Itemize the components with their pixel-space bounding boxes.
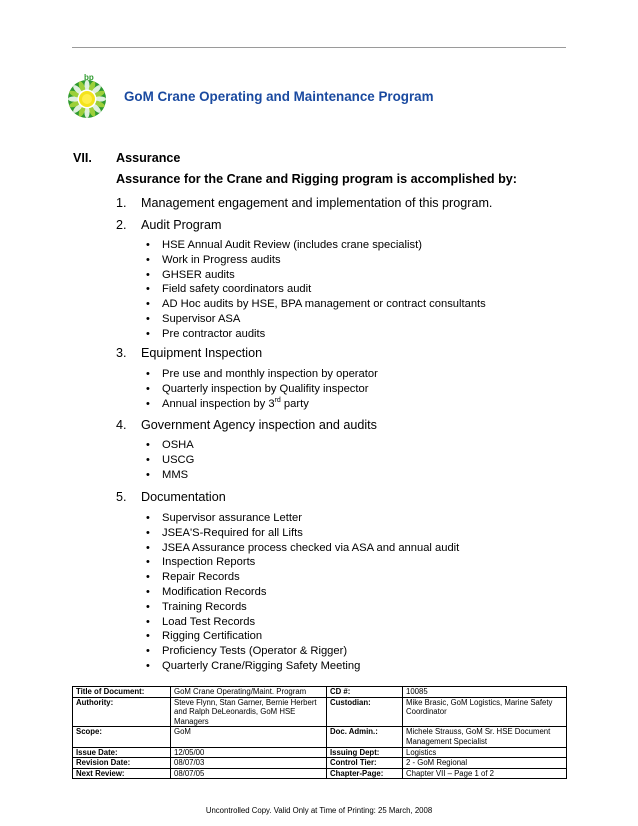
table-cell-label: Next Review: <box>73 768 171 779</box>
item-number: 5. <box>116 490 127 504</box>
item-number: 2. <box>116 218 127 232</box>
bullet-text: Annual inspection by 3 <box>162 397 275 410</box>
table-row <box>73 727 567 747</box>
table-cell-value: 08/07/03 <box>171 758 327 769</box>
table-cell-label: Chapter-Page: <box>327 768 403 779</box>
table-cell-value: Steve Flynn, Stan Garner, Bernie Herbert and Ralph DeLeonardis, GoM HSE Managers <box>171 697 327 727</box>
list-item: • Quarterly Crane/Rigging Safety Meeting <box>144 659 459 674</box>
table-cell-label: CD #: <box>327 687 403 698</box>
table-cell-label: Issue Date: <box>73 747 171 758</box>
table-cell-label: Doc. Admin.: <box>327 727 403 747</box>
list-item: • Supervisor assurance Letter <box>144 511 459 526</box>
table-cell-value: 12/05/00 <box>171 747 327 758</box>
table-row <box>73 768 567 779</box>
item-label: Equipment Inspection <box>141 346 263 360</box>
item-number: 1. <box>116 196 127 210</box>
list-item: • Work in Progress audits <box>144 253 486 268</box>
list-item <box>144 397 378 412</box>
table-row <box>73 747 567 758</box>
bullet-text: party <box>280 397 309 410</box>
list-item: • Quarterly inspection by Qualifity inspector <box>144 382 378 397</box>
list-item: • MMS <box>144 468 194 483</box>
list-item: • Modification Records <box>144 585 459 600</box>
list-item: • Rigging Certification <box>144 629 459 644</box>
bp-logo-text: bp <box>84 73 94 82</box>
table-cell-label: Title of Document: <box>73 687 171 698</box>
table-cell-value: 2 - GoM Regional <box>403 758 567 769</box>
list-item: • Field safety coordinators audit <box>144 282 486 297</box>
table-cell-value: Michele Strauss, GoM Sr. HSE Document Management Specialist <box>403 727 567 747</box>
list-item: • Pre use and monthly inspection by operator <box>144 367 378 382</box>
table-cell-label: Custodian: <box>327 697 403 727</box>
list-item: • HSE Annual Audit Review (includes crane specialist) <box>144 238 486 253</box>
bullet-list <box>144 438 194 482</box>
bullet-list <box>144 238 486 342</box>
item-label: Government Agency inspection and audits <box>141 418 377 432</box>
list-item: • USCG <box>144 453 194 468</box>
list-item: • Inspection Reports <box>144 555 459 570</box>
table-row <box>73 687 567 698</box>
section-number: VII. <box>73 151 92 165</box>
table-cell-label: Issuing Dept: <box>327 747 403 758</box>
bullet-list <box>144 511 459 674</box>
header-rule <box>72 47 566 48</box>
list-item: • Training Records <box>144 600 459 615</box>
document-control-table <box>72 686 567 779</box>
list-item: • Proficiency Tests (Operator & Rigger) <box>144 644 459 659</box>
table-row <box>73 697 567 727</box>
list-item: • Load Test Records <box>144 615 459 630</box>
item-number: 4. <box>116 418 127 432</box>
table-row <box>73 758 567 769</box>
list-item: • JSEA Assurance process checked via ASA and annual audit <box>144 541 459 556</box>
table-cell-label: Scope: <box>73 727 171 747</box>
list-item: • Repair Records <box>144 570 459 585</box>
table-cell-value: 08/07/05 <box>171 768 327 779</box>
item-label: Audit Program <box>141 218 222 232</box>
ordinal-superscript: rd <box>274 396 281 404</box>
list-item: • OSHA <box>144 438 194 453</box>
item-label: Documentation <box>141 490 226 504</box>
section-intro: Assurance for the Crane and Rigging program is accomplished by: <box>116 172 517 186</box>
section-title: Assurance <box>116 151 181 165</box>
table-cell-value: GoM <box>171 727 327 747</box>
program-title: GoM Crane Operating and Maintenance Program <box>124 89 434 104</box>
table-cell-value: Logistics <box>403 747 567 758</box>
table-cell-value: Mike Brasic, GoM Logistics, Marine Safety Coordinator <box>403 697 567 727</box>
list-item: • JSEA'S-Required for all Lifts <box>144 526 459 541</box>
item-label: Management engagement and implementation of this program. <box>141 196 493 210</box>
list-item: • AD Hoc audits by HSE, BPA management or contract consultants <box>144 297 486 312</box>
list-item: • Supervisor ASA <box>144 312 486 327</box>
list-item: • GHSER audits <box>144 268 486 283</box>
table-cell-value: 10085 <box>403 687 567 698</box>
table-cell-label: Authority: <box>73 697 171 727</box>
table-cell-value: GoM Crane Operating/Maint. Program <box>171 687 327 698</box>
table-cell-value: Chapter VII – Page 1 of 2 <box>403 768 567 779</box>
footer-print-notice: Uncontrolled Copy. Valid Only at Time of Printing: 25 March, 2008 <box>205 806 433 815</box>
item-number: 3. <box>116 346 127 360</box>
list-item: • Pre contractor audits <box>144 327 486 342</box>
bullet-list <box>144 367 378 411</box>
table-cell-label: Control Tier: <box>327 758 403 769</box>
table-cell-label: Revision Date: <box>73 758 171 769</box>
